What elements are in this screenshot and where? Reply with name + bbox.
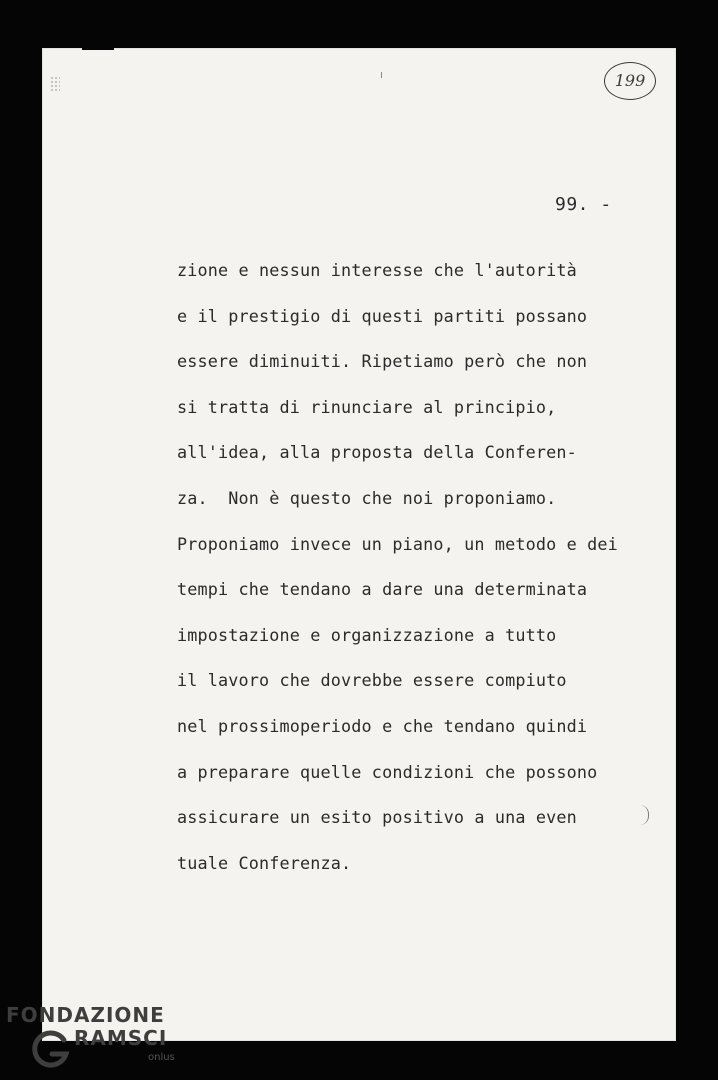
watermark-suffix: onlus [148, 1052, 175, 1063]
g-logo-icon [28, 1028, 72, 1072]
paper-perforation-marks [50, 76, 60, 92]
text-line: za. Non è questo che noi proponiamo. [177, 487, 557, 508]
text-line: a preparare quelle condizioni che possono [177, 761, 598, 782]
text-line: impostazione e organizzazione a tutto [177, 624, 557, 645]
watermark-line-2: RAMSCI [74, 1026, 168, 1050]
text-line: tuale Conferenza. [177, 852, 352, 873]
typed-text-body [177, 256, 697, 894]
text-line: essere diminuiti. Ripetiamo però che non [177, 351, 588, 372]
text-line: nel prossimoperiodo e che tendano quindi [177, 715, 588, 736]
page-corner-notch [82, 44, 114, 50]
text-line: Proponiamo invece un piano, un metodo e dei [177, 533, 618, 554]
page-number: 99. - [555, 194, 612, 215]
archive-page-stamp: 199 [604, 62, 656, 100]
fondazione-gramsci-watermark [6, 1000, 206, 1080]
text-line: il lavoro che dovrebbe essere compiuto [177, 670, 567, 691]
text-line: e il prestigio di questi partiti possano [177, 305, 588, 326]
watermark-line-1: FONDAZIONE [6, 1003, 165, 1027]
text-line: tempi che tendano a dare una determinata [177, 579, 588, 600]
text-line: si tratta di rinunciare al principio, [177, 396, 557, 417]
text-line: all'idea, alla proposta della Conferen- [177, 442, 577, 463]
pencil-tick-mark [381, 72, 382, 78]
text-line: zione e nessun interesse che l'autorità [177, 260, 577, 280]
text-line: assicurare un esito positivo a una even [177, 807, 577, 828]
